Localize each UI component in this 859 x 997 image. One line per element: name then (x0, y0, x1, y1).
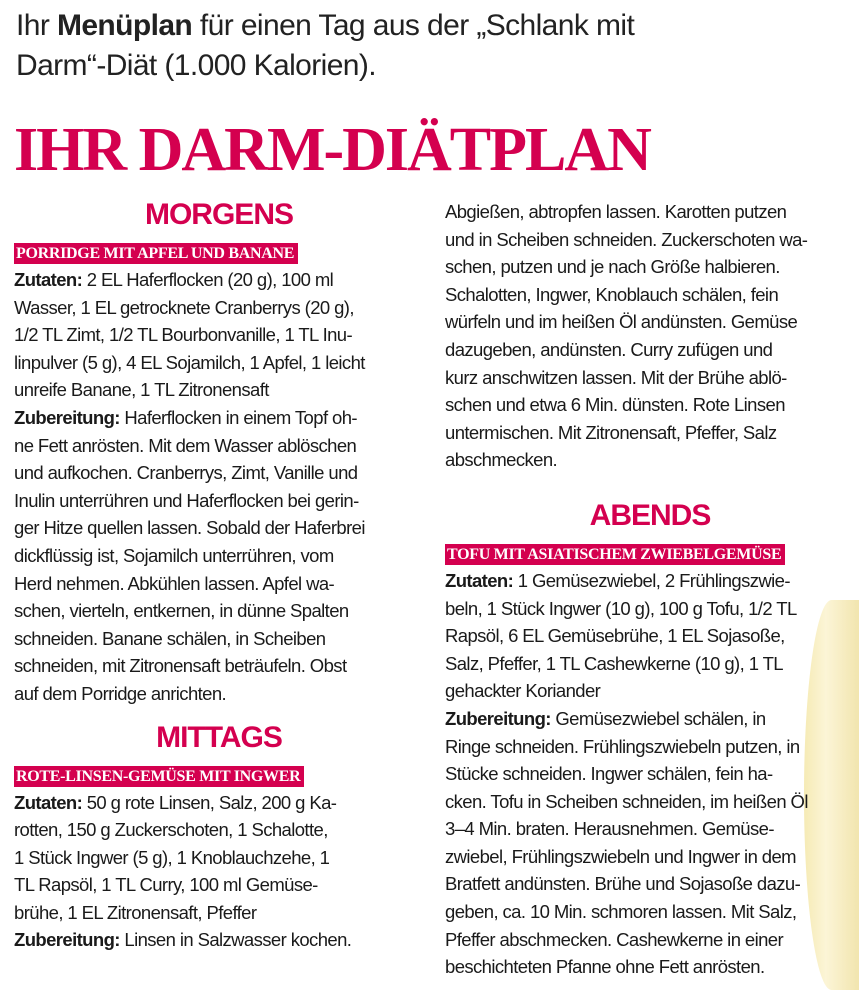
recipe-line (445, 567, 855, 595)
recipe-line (14, 789, 424, 817)
zubereitung-label: Zubereitung: (14, 929, 120, 951)
line-text: Rapsöl, 6 EL Gemüsebrühe, 1 EL Sojasoße, (445, 625, 785, 647)
recipe-line (445, 870, 855, 898)
right-column (445, 198, 855, 981)
line-text: unreife Banane, 1 TL Zitronensaft (14, 379, 269, 401)
intro-bold: Menüplan (56, 9, 193, 42)
recipe-line (445, 419, 855, 447)
line-text: Linsen in Salzwasser kochen. (119, 929, 352, 951)
line-text: dazugeben, andünsten. Curry zufügen und (445, 338, 773, 360)
line-text: und aufkochen. Cranberrys, Zimt, Vanille und (14, 462, 358, 484)
line-text: würfeln und im heißen Öl andünsten. Gemüse (445, 311, 798, 333)
line-text: Haferflocken in einem Topf oh- (119, 406, 357, 428)
line-text: gehackter Koriander (445, 680, 601, 702)
recipe-line (14, 321, 424, 349)
recipe-line (14, 432, 424, 460)
line-text: Salz, Pfeffer, 1 TL Cashewkerne (10 g), 1 TL (445, 652, 783, 674)
line-text: cken. Tofu in Scheiben schneiden, im heißen Öl (445, 790, 808, 812)
line-text: linpulver (5 g), 4 EL Sojamilch, 1 Apfel, 1 leicht (14, 351, 365, 373)
zutaten-label: Zutaten: (14, 791, 83, 813)
recipe-line (445, 898, 855, 926)
recipe-line (14, 871, 424, 899)
recipe-line (445, 843, 855, 871)
line-text: 2 EL Haferflocken (20 g), 100 ml (82, 269, 334, 290)
recipe-line (445, 308, 855, 336)
recipe-title: ROTE-LINSEN-GEMÜSE MIT INGWER (14, 766, 304, 787)
line-text: zwiebel, Frühlingszwiebeln und Ingwer in dem (445, 845, 796, 867)
line-text: und in Scheiben schneiden. Zuckerschoten wa- (445, 228, 808, 250)
line-text: Stücke schneiden. Ingwer schälen, fein ha- (445, 763, 773, 785)
spacer (445, 474, 855, 494)
intro-line2: Darm“-Diät (1.000 Kalorien). (16, 49, 376, 82)
line-text: ger Hitze quellen lassen. Sobald der Haferbrei (14, 517, 365, 539)
line-text: Inulin unterrühren und Haferflocken bei gerin- (14, 489, 359, 511)
line-text: ne Fett anrösten. Mit dem Wasser ablöschen (14, 434, 357, 456)
recipe-line (14, 404, 424, 432)
recipe-line (14, 459, 424, 487)
line-text: 1 Stück Ingwer (5 g), 1 Knoblauchzehe, 1 (14, 846, 330, 868)
recipe-line (14, 680, 424, 708)
recipe-line (14, 597, 424, 625)
recipe-line (445, 705, 855, 733)
recipe-line (14, 294, 424, 322)
intro-text (16, 6, 634, 86)
recipe-line (14, 487, 424, 515)
recipe-line (445, 391, 855, 419)
line-text: dickflüssig ist, Sojamilch unterrühren, vom (14, 544, 334, 566)
recipe-line (14, 899, 424, 927)
recipe-line (445, 953, 855, 981)
line-text: schneiden. Banane schälen, in Scheiben (14, 627, 326, 649)
line-text: 1 Gemüsezwiebel, 2 Frühlingszwie- (513, 569, 790, 591)
recipe-line (14, 652, 424, 680)
zubereitung-label: Zubereitung: (445, 707, 551, 729)
section-title-morgens: MORGENS (144, 198, 293, 231)
line-text: 50 g rote Linsen, Salz, 200 g Ka- (82, 791, 337, 813)
recipe-line (14, 542, 424, 570)
recipe-line (14, 514, 424, 542)
recipe-line (445, 815, 855, 843)
line-text: schen, vierteln, entkernen, in dünne Spalten (14, 600, 349, 622)
recipe-line (14, 816, 424, 844)
recipe-line (14, 266, 424, 294)
section-title-abends: ABENDS (589, 498, 711, 532)
recipe-line (445, 364, 855, 392)
recipe-line (445, 281, 855, 309)
line-text: schen, putzen und je nach Größe halbieren. (445, 256, 780, 278)
line-text: beln, 1 Stück Ingwer (10 g), 100 g Tofu, 1/2 TL (445, 597, 797, 619)
recipe-line (445, 733, 855, 761)
recipe-line (14, 349, 424, 377)
left-column (14, 193, 424, 954)
zutaten-label: Zutaten: (445, 569, 514, 591)
recipe-line (445, 677, 855, 705)
line-text: Bratfett andünsten. Brühe und Sojasoße dazu- (445, 873, 801, 895)
recipe-line (445, 198, 855, 226)
section-title-mittags: MITTAGS (156, 720, 282, 754)
zutaten-label: Zutaten: (14, 269, 83, 290)
line-text: Gemüsezwiebel schälen, in (550, 707, 766, 729)
line-text: geben, ca. 10 Min. schmoren lassen. Mit Salz, (445, 901, 797, 923)
page-headline: IHR DARM-DIÄTPLAN (14, 116, 650, 184)
line-text: 1/2 TL Zimt, 1/2 TL Bourbonvanille, 1 TL Inu- (14, 324, 353, 346)
recipe-line (445, 788, 855, 816)
line-text: schneiden, mit Zitronensaft beträufeln. Obst (14, 655, 347, 677)
recipe-line (445, 622, 855, 650)
line-text: untermischen. Mit Zitronensaft, Pfeffer, Salz (445, 421, 777, 443)
recipe-line (14, 926, 424, 954)
line-text: brühe, 1 EL Zitronensaft, Pfeffer (14, 901, 257, 923)
line-text: Wasser, 1 EL getrocknete Cranberrys (20 g), (14, 296, 354, 318)
recipe-line (14, 570, 424, 598)
spacer (14, 708, 424, 716)
recipe-title: TOFU MIT ASIATISCHEM ZWIEBELGEMÜSE (445, 544, 785, 565)
recipe-line (14, 376, 424, 404)
line-text: beschichteten Pfanne ohne Fett anrösten. (445, 956, 765, 978)
recipe-line (445, 650, 855, 678)
recipe-line (445, 926, 855, 954)
zubereitung-label: Zubereitung: (14, 406, 120, 428)
recipe-title: PORRIDGE MIT APFEL UND BANANE (14, 243, 298, 264)
recipe-line (445, 226, 855, 254)
line-text: schen und etwa 6 Min. dünsten. Rote Linsen (445, 394, 785, 416)
line-text: Abgießen, abtropfen lassen. Karotten putzen (445, 201, 787, 222)
line-text: Ringe schneiden. Frühlingszwiebeln putzen, in (445, 735, 800, 757)
line-text: Herd nehmen. Abkühlen lassen. Apfel wa- (14, 572, 335, 594)
recipe-line (445, 595, 855, 623)
line-text: Schalotten, Ingwer, Knoblauch schälen, fein (445, 283, 779, 305)
line-text: kurz anschwitzen lassen. Mit der Brühe ablö- (445, 366, 787, 388)
line-text: TL Rapsöl, 1 TL Curry, 100 ml Gemüse- (14, 874, 318, 896)
recipe-line (445, 253, 855, 281)
recipe-line (445, 760, 855, 788)
line-text: abschmecken. (445, 449, 558, 471)
line-text: rotten, 150 g Zuckerschoten, 1 Schalotte, (14, 819, 328, 841)
line-text: auf dem Porridge anrichten. (14, 682, 227, 704)
intro-pre: Ihr (16, 9, 57, 42)
recipe-line (445, 446, 855, 474)
line-text: 3–4 Min. braten. Herausnehmen. Gemüse- (445, 818, 774, 840)
recipe-line (14, 625, 424, 653)
recipe-line (445, 336, 855, 364)
line-text: Pfeffer abschmecken. Cashewkerne in einer (445, 928, 784, 950)
recipe-line (14, 844, 424, 872)
intro-post: für einen Tag aus der „Schlank mit (192, 9, 635, 42)
